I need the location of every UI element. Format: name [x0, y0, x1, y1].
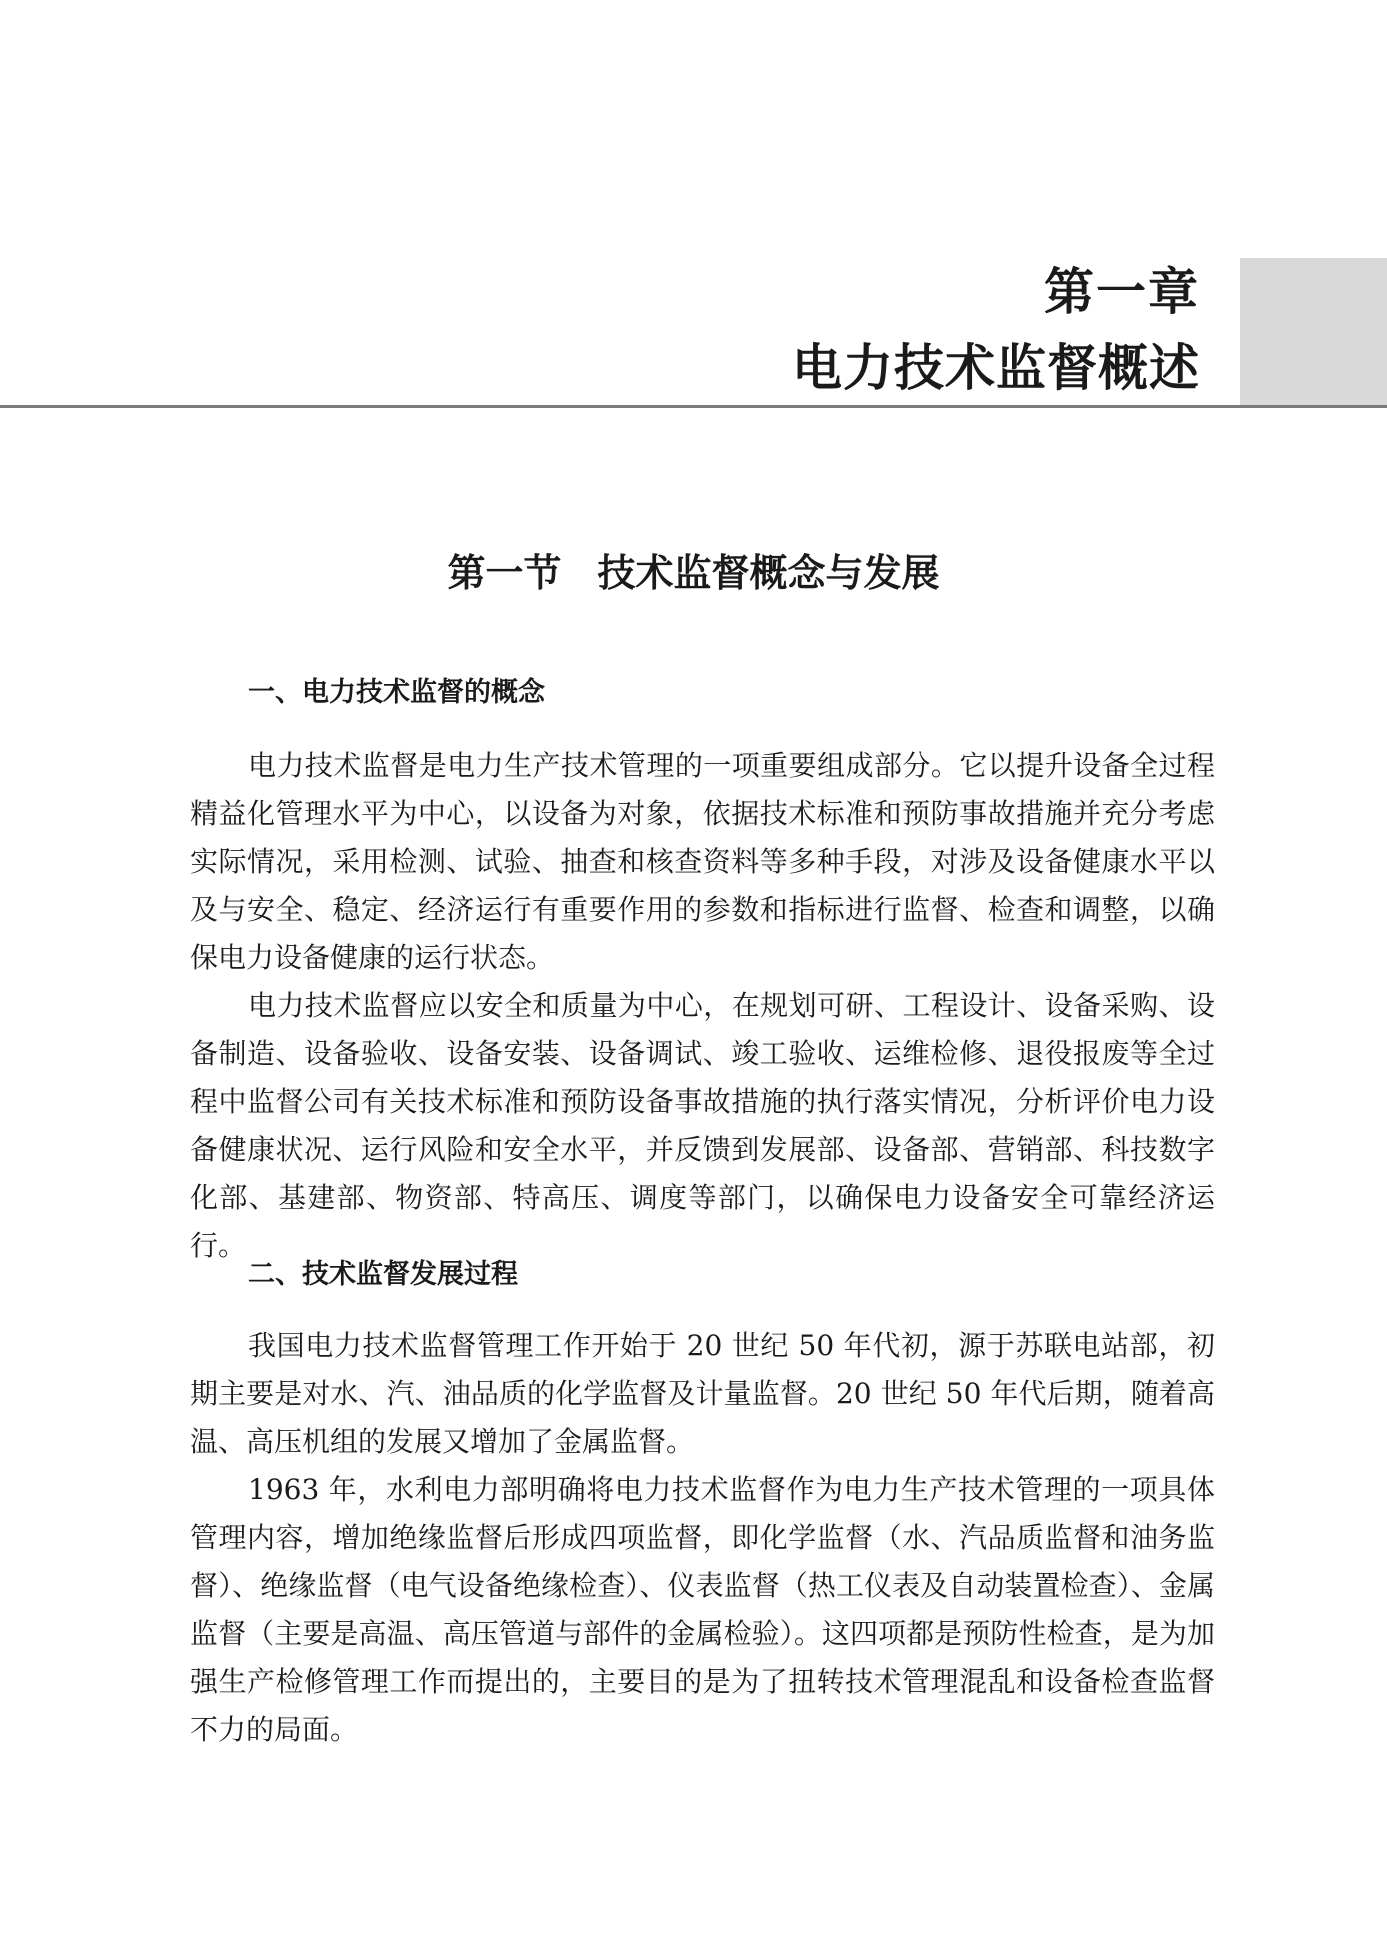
- paragraph: 电力技术监督应以安全和质量为中心，在规划可研、工程设计、设备采购、设备制造、设备验收、设备安装、设备调试、竣工验收、运维检修、退役报废等全过程中监督公司有关技术标准和预防设备事故措施的执行落实情况，分析评价电力设备健康状况、运行风险和安全水平，并反馈到发展部、设备部、营销部、科技数字化部、基建部、物资部、特高压、调度等部门，以确保电力设备安全可靠经济运行。: [190, 989, 1215, 1262]
- subsection-body-history: [190, 1322, 1215, 1754]
- chapter-divider: [0, 405, 1387, 408]
- subsection-heading-concept: 一、电力技术监督的概念: [248, 677, 545, 708]
- subsection-body-concept: [190, 742, 1215, 1270]
- paragraph: 我国电力技术监督管理工作开始于 20 世纪 50 年代初，源于苏联电站部，初期主要是对水、汽、油品质的化学监督及计量监督。20 世纪 50 年代后期，随着高温、高压机组的发展又增加了金属监督。: [190, 1329, 1215, 1458]
- section-name: 技术监督概念与发展: [597, 550, 940, 595]
- section-number: 第一节: [447, 550, 562, 595]
- chapter-title: 电力技术监督概述: [792, 338, 1200, 397]
- subsection-heading-history: 二、技术监督发展过程: [248, 1259, 518, 1290]
- chapter-tab-decoration: [1240, 258, 1387, 408]
- chapter-number: 第一章: [1044, 262, 1200, 321]
- section-title: [0, 548, 1387, 598]
- paragraph: 1963 年，水利电力部明确将电力技术监督作为电力生产技术管理的一项具体管理内容，增加绝缘监督后形成四项监督，即化学监督（水、汽品质监督和油务监督）、绝缘监督（电气设备绝缘检查）、仪表监督（热工仪表及自动装置检查）、金属监督（主要是高温、高压管道与部件的金属检验）。这四项都是预防性检查，是为加强生产检修管理工作而提出的，主要目的是为了扭转技术管理混乱和设备检查监督不力的局面。: [190, 1473, 1215, 1746]
- paragraph: 电力技术监督是电力生产技术管理的一项重要组成部分。它以提升设备全过程精益化管理水平为中心，以设备为对象，依据技术标准和预防事故措施并充分考虑实际情况，采用检测、试验、抽查和核查资料等多种手段，对涉及设备健康水平以及与安全、稳定、经济运行有重要作用的参数和指标进行监督、检查和调整，以确保电力设备健康的运行状态。: [190, 749, 1215, 974]
